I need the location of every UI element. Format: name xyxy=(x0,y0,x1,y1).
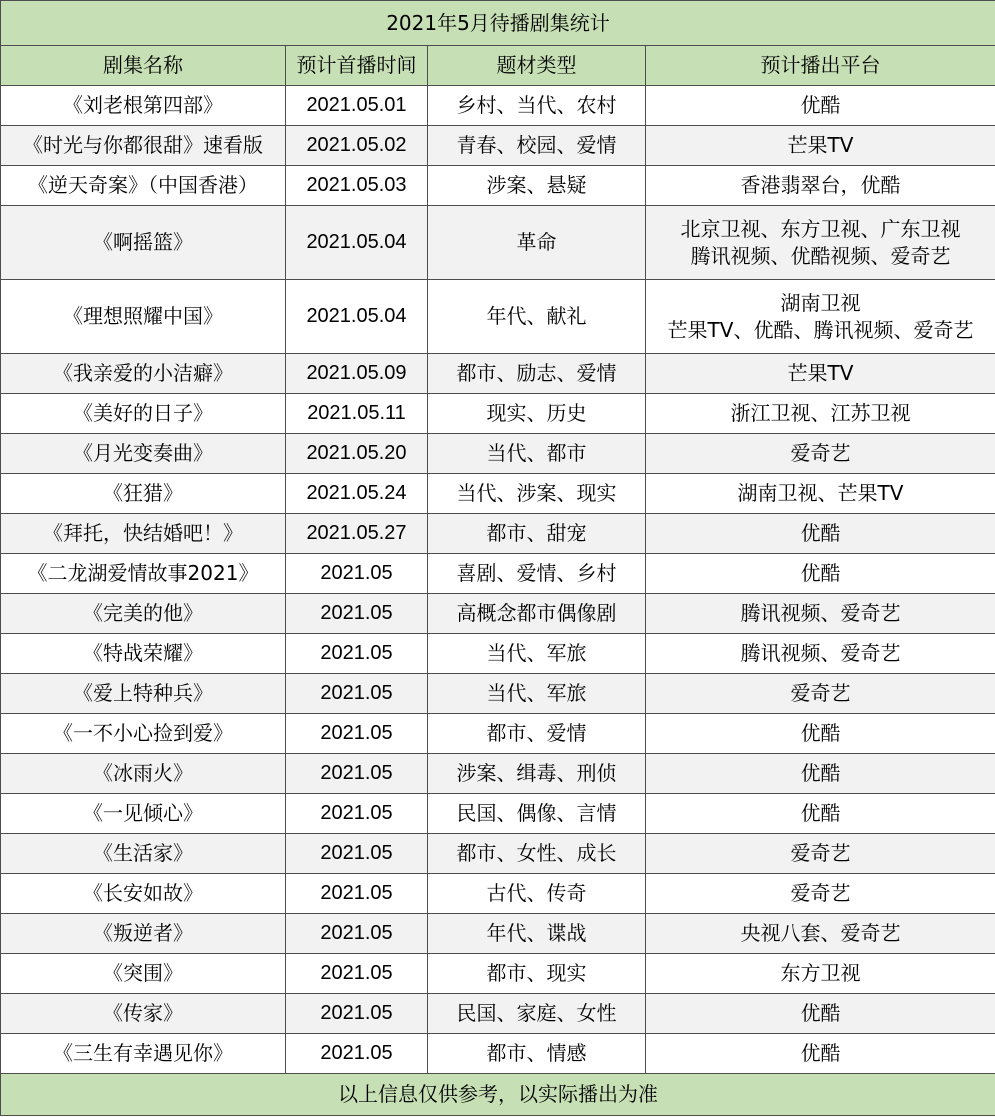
cell-premiere-date: 2021.05 xyxy=(286,634,428,674)
cell-genre: 民国、偶像、言情 xyxy=(428,794,646,834)
cell-genre: 喜剧、爱情、乡村 xyxy=(428,554,646,594)
table-row xyxy=(1,474,995,514)
cell-platform xyxy=(646,206,995,280)
cell-premiere-date: 2021.05.04 xyxy=(286,206,428,280)
cell-premiere-date: 2021.05.27 xyxy=(286,514,428,554)
cell-premiere-date: 2021.05 xyxy=(286,794,428,834)
table-row xyxy=(1,354,995,394)
table-row xyxy=(1,714,995,754)
table-row xyxy=(1,994,995,1034)
cell-genre: 当代、都市 xyxy=(428,434,646,474)
cell-premiere-date: 2021.05.11 xyxy=(286,394,428,434)
cell-genre: 都市、情感 xyxy=(428,1034,646,1074)
table-row xyxy=(1,554,995,594)
table-row xyxy=(1,874,995,914)
platform-line: 芒果TV xyxy=(787,133,854,157)
table-row xyxy=(1,914,995,954)
platform-line: 芒果TV xyxy=(787,361,854,385)
cell-genre: 高概念都市偶像剧 xyxy=(428,594,646,634)
platform-line: 香港翡翠台，优酷 xyxy=(740,173,901,197)
platform-line: 优酷 xyxy=(800,761,841,785)
cell-premiere-date: 2021.05.20 xyxy=(286,434,428,474)
cell-genre: 当代、军旅 xyxy=(428,634,646,674)
cell-genre: 涉案、缉毒、刑侦 xyxy=(428,754,646,794)
cell-genre: 乡村、当代、农村 xyxy=(428,86,646,126)
platform-line: 优酷 xyxy=(800,561,841,585)
cell-genre: 都市、甜宠 xyxy=(428,514,646,554)
table-row xyxy=(1,674,995,714)
cell-platform xyxy=(646,634,995,674)
cell-platform xyxy=(646,394,995,434)
cell-premiere-date: 2021.05.03 xyxy=(286,166,428,206)
platform-line: 优酷 xyxy=(800,801,841,825)
platform-line: 爱奇艺 xyxy=(790,881,851,905)
cell-drama-name: 《爱上特种兵》 xyxy=(1,674,286,714)
cell-platform xyxy=(646,714,995,754)
cell-drama-name: 《美好的日子》 xyxy=(1,394,286,434)
table-row xyxy=(1,280,995,354)
cell-premiere-date: 2021.05 xyxy=(286,874,428,914)
cell-platform xyxy=(646,126,995,166)
cell-genre: 当代、涉案、现实 xyxy=(428,474,646,514)
cell-drama-name: 《狂猎》 xyxy=(1,474,286,514)
cell-platform xyxy=(646,914,995,954)
cell-platform xyxy=(646,166,995,206)
cell-drama-name: 《突围》 xyxy=(1,954,286,994)
cell-platform xyxy=(646,86,995,126)
cell-drama-name: 《冰雨火》 xyxy=(1,754,286,794)
cell-premiere-date: 2021.05.02 xyxy=(286,126,428,166)
table-row xyxy=(1,794,995,834)
platform-line: 爱奇艺 xyxy=(790,681,851,705)
cell-premiere-date: 2021.05 xyxy=(286,594,428,634)
platform-line: 央视八套、爱奇艺 xyxy=(740,921,901,945)
table-footer-row xyxy=(1,1074,995,1116)
platform-line: 腾讯视频、爱奇艺 xyxy=(740,601,901,625)
cell-drama-name: 《一见倾心》 xyxy=(1,794,286,834)
cell-platform xyxy=(646,674,995,714)
cell-platform xyxy=(646,594,995,634)
cell-genre: 涉案、悬疑 xyxy=(428,166,646,206)
cell-drama-name: 《完美的他》 xyxy=(1,594,286,634)
platform-line: 东方卫视 xyxy=(780,961,861,985)
cell-premiere-date: 2021.05.09 xyxy=(286,354,428,394)
cell-premiere-date: 2021.05 xyxy=(286,754,428,794)
cell-genre: 青春、校园、爱情 xyxy=(428,126,646,166)
platform-line: 优酷 xyxy=(800,93,841,117)
column-header-date: 预计首播时间 xyxy=(286,46,428,86)
cell-drama-name: 《我亲爱的小洁癖》 xyxy=(1,354,286,394)
cell-drama-name: 《月光变奏曲》 xyxy=(1,434,286,474)
cell-platform xyxy=(646,280,995,354)
table-row xyxy=(1,954,995,994)
cell-platform xyxy=(646,1034,995,1074)
cell-platform xyxy=(646,434,995,474)
cell-premiere-date: 2021.05 xyxy=(286,834,428,874)
cell-premiere-date: 2021.05.01 xyxy=(286,86,428,126)
platform-line: 芒果TV、优酷、腾讯视频、爱奇艺 xyxy=(667,317,974,342)
cell-drama-name: 《一不小心捡到爱》 xyxy=(1,714,286,754)
cell-genre: 民国、家庭、女性 xyxy=(428,994,646,1034)
table-row xyxy=(1,514,995,554)
cell-platform xyxy=(646,954,995,994)
platform-line: 腾讯视频、爱奇艺 xyxy=(740,641,901,665)
cell-genre: 革命 xyxy=(428,206,646,280)
cell-premiere-date: 2021.05 xyxy=(286,554,428,594)
cell-platform xyxy=(646,474,995,514)
platform-line: 优酷 xyxy=(800,1001,841,1025)
cell-drama-name: 《拜托，快结婚吧！》 xyxy=(1,514,286,554)
table-row xyxy=(1,394,995,434)
cell-drama-name: 《叛逆者》 xyxy=(1,914,286,954)
table-row xyxy=(1,126,995,166)
cell-genre: 都市、女性、成长 xyxy=(428,834,646,874)
cell-platform xyxy=(646,874,995,914)
cell-premiere-date: 2021.05 xyxy=(286,994,428,1034)
table-row xyxy=(1,594,995,634)
table-row xyxy=(1,434,995,474)
cell-drama-name: 《逆天奇案》（中国香港） xyxy=(1,166,286,206)
table-row xyxy=(1,86,995,126)
platform-line: 爱奇艺 xyxy=(790,841,851,865)
platform-line: 优酷 xyxy=(800,521,841,545)
table-title: 2021年5月待播剧集统计 xyxy=(1,1,995,46)
platform-line: 浙江卫视、江苏卫视 xyxy=(730,401,911,425)
cell-drama-name: 《传家》 xyxy=(1,994,286,1034)
table-row xyxy=(1,634,995,674)
cell-drama-name: 《三生有幸遇见你》 xyxy=(1,1034,286,1074)
cell-drama-name: 《二龙湖爱情故事2021》 xyxy=(1,554,286,594)
table-footnote: 以上信息仅供参考，以实际播出为准 xyxy=(1,1074,995,1116)
cell-platform xyxy=(646,834,995,874)
cell-genre: 古代、传奇 xyxy=(428,874,646,914)
column-header-name: 剧集名称 xyxy=(1,46,286,86)
platform-line: 优酷 xyxy=(800,721,841,745)
cell-drama-name: 《时光与你都很甜》速看版 xyxy=(1,126,286,166)
cell-drama-name: 《特战荣耀》 xyxy=(1,634,286,674)
cell-drama-name: 《生活家》 xyxy=(1,834,286,874)
cell-drama-name: 《啊摇篮》 xyxy=(1,206,286,280)
table-row xyxy=(1,754,995,794)
cell-drama-name: 《理想照耀中国》 xyxy=(1,280,286,354)
platform-line: 优酷 xyxy=(800,1041,841,1065)
column-header-platform: 预计播出平台 xyxy=(646,46,995,86)
cell-premiere-date: 2021.05.04 xyxy=(286,280,428,354)
cell-platform xyxy=(646,354,995,394)
table-header-row xyxy=(1,46,995,86)
cell-genre: 都市、爱情 xyxy=(428,714,646,754)
table-row xyxy=(1,1034,995,1074)
cell-platform xyxy=(646,554,995,594)
platform-line: 湖南卫视、芒果TV xyxy=(737,481,904,505)
cell-platform xyxy=(646,514,995,554)
cell-premiere-date: 2021.05 xyxy=(286,674,428,714)
table-row xyxy=(1,834,995,874)
table-row xyxy=(1,166,995,206)
cell-genre: 当代、军旅 xyxy=(428,674,646,714)
platform-line: 北京卫视、东方卫视、广东卫视 xyxy=(680,216,961,241)
cell-platform xyxy=(646,754,995,794)
platform-line: 湖南卫视 xyxy=(780,290,861,315)
platform-line: 腾讯视频、优酷视频、爱奇艺 xyxy=(690,243,951,268)
cell-genre: 年代、献礼 xyxy=(428,280,646,354)
cell-premiere-date: 2021.05 xyxy=(286,1034,428,1074)
cell-premiere-date: 2021.05 xyxy=(286,954,428,994)
platform-line: 爱奇艺 xyxy=(790,441,851,465)
table-row xyxy=(1,206,995,280)
cell-platform xyxy=(646,794,995,834)
cell-premiere-date: 2021.05 xyxy=(286,914,428,954)
cell-genre: 现实、历史 xyxy=(428,394,646,434)
cell-genre: 年代、谍战 xyxy=(428,914,646,954)
cell-platform xyxy=(646,994,995,1034)
cell-drama-name: 《刘老根第四部》 xyxy=(1,86,286,126)
table-title-row xyxy=(1,1,995,46)
cell-genre: 都市、励志、爱情 xyxy=(428,354,646,394)
column-header-genre: 题材类型 xyxy=(428,46,646,86)
cell-premiere-date: 2021.05.24 xyxy=(286,474,428,514)
cell-premiere-date: 2021.05 xyxy=(286,714,428,754)
cell-genre: 都市、现实 xyxy=(428,954,646,994)
cell-drama-name: 《长安如故》 xyxy=(1,874,286,914)
table-body xyxy=(1,86,995,1074)
